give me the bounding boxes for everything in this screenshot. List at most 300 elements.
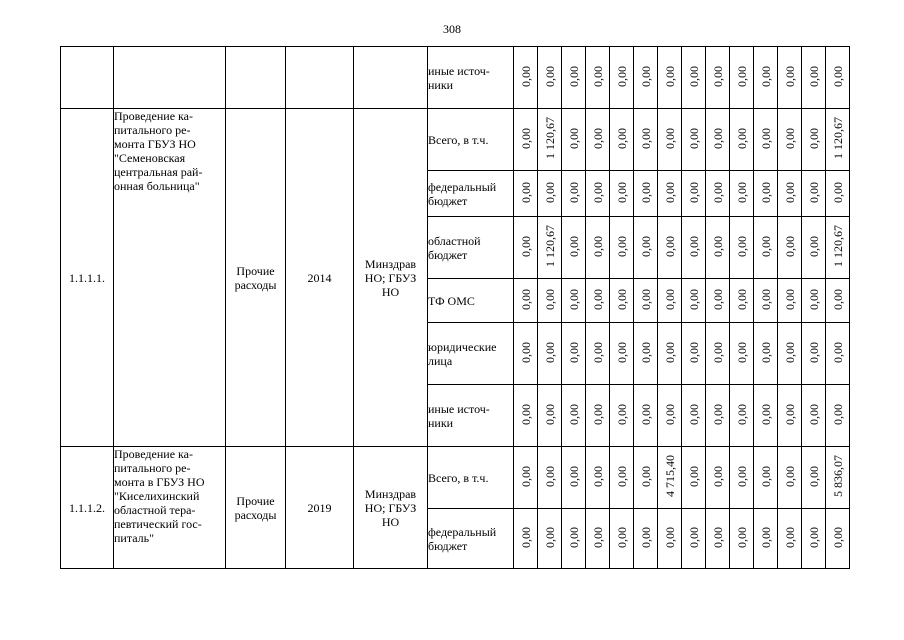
value-cell (538, 279, 562, 323)
value-cell (802, 279, 826, 323)
funding-source-label: ТФ ОМС (428, 293, 475, 308)
value-text: 0,00 (734, 65, 749, 87)
value-cell (754, 447, 778, 509)
value-text: 0,00 (758, 526, 773, 548)
expense-type-cell (226, 47, 286, 109)
value-cell (682, 279, 706, 323)
value-cell (634, 109, 658, 171)
value-cell (562, 323, 586, 385)
value-text: 0,00 (638, 181, 653, 203)
value-cell (706, 279, 730, 323)
value-text: 0,00 (590, 526, 605, 548)
value-text: 0,00 (518, 65, 533, 87)
value-cell (730, 47, 754, 109)
value-cell (730, 323, 754, 385)
value-cell (514, 171, 538, 217)
value-cell (610, 171, 634, 217)
value-text: 0,00 (614, 235, 629, 257)
value-text: 0,00 (566, 65, 581, 87)
value-cell (514, 323, 538, 385)
value-cell (610, 323, 634, 385)
expense-type-line: расходы (234, 277, 277, 292)
value-cell (706, 385, 730, 447)
value-text: 0,00 (758, 181, 773, 203)
funding-source-label: лица (428, 353, 453, 368)
value-cell (730, 217, 754, 279)
value-text: 1 120,67 (542, 117, 557, 159)
value-text: 0,00 (734, 341, 749, 363)
expense-type-line: Прочие (236, 493, 275, 508)
executor-cell (354, 47, 428, 109)
value-cell (634, 47, 658, 109)
value-text: 0,00 (566, 288, 581, 310)
value-text: 0,00 (710, 127, 725, 149)
funding-source-label: иные источ- (428, 63, 490, 78)
value-cell (730, 171, 754, 217)
item-name-line: Проведение ка- (114, 447, 194, 461)
value-cell (586, 171, 610, 217)
value-cell (754, 217, 778, 279)
value-text: 0,00 (542, 65, 557, 87)
value-text: 0,00 (638, 403, 653, 425)
value-text: 0,00 (662, 341, 677, 363)
funding-source-label: областной (428, 233, 481, 248)
value-cell (610, 279, 634, 323)
value-text: 0,00 (590, 288, 605, 310)
value-text: 0,00 (734, 526, 749, 548)
value-cell (802, 171, 826, 217)
value-text: 0,00 (662, 526, 677, 548)
value-cell (562, 171, 586, 217)
value-text: 0,00 (782, 288, 797, 310)
value-text: 0,00 (614, 288, 629, 310)
value-text: 0,00 (662, 127, 677, 149)
value-cell (706, 217, 730, 279)
value-cell (514, 447, 538, 509)
value-text: 0,00 (662, 235, 677, 257)
value-text: 0,00 (758, 403, 773, 425)
value-text: 0,00 (638, 127, 653, 149)
value-cell (610, 509, 634, 569)
value-cell (562, 109, 586, 171)
executor-line: Минздрав (364, 486, 417, 501)
item-name-line: питального ре- (114, 123, 191, 137)
value-cell (706, 47, 730, 109)
value-text: 0,00 (614, 403, 629, 425)
value-cell (610, 385, 634, 447)
value-cell (514, 279, 538, 323)
value-text: 5 836,07 (830, 455, 845, 497)
funding-source-label: Всего, в т.ч. (428, 132, 489, 147)
value-cell (826, 47, 850, 109)
number-cell (61, 47, 114, 109)
value-cell (682, 385, 706, 447)
value-cell (658, 217, 682, 279)
value-cell (754, 109, 778, 171)
value-cell (778, 47, 802, 109)
value-cell (586, 509, 610, 569)
value-cell (634, 323, 658, 385)
value-text: 0,00 (734, 127, 749, 149)
funding-source-label: бюджет (428, 247, 468, 262)
value-text: 0,00 (518, 235, 533, 257)
value-cell (562, 47, 586, 109)
value-cell (802, 385, 826, 447)
funding-source-cell (428, 109, 514, 171)
value-text: 0,00 (782, 403, 797, 425)
value-cell (682, 171, 706, 217)
value-text: 0,00 (542, 341, 557, 363)
value-text: 0,00 (806, 341, 821, 363)
value-text: 0,00 (614, 65, 629, 87)
value-text: 0,00 (590, 403, 605, 425)
value-cell (586, 279, 610, 323)
value-cell (586, 385, 610, 447)
value-text: 0,00 (806, 465, 821, 487)
value-cell (706, 323, 730, 385)
value-text: 0,00 (806, 65, 821, 87)
value-cell (586, 323, 610, 385)
table-row (61, 47, 850, 109)
value-text: 0,00 (686, 403, 701, 425)
value-text: 1 120,67 (830, 225, 845, 267)
value-cell (586, 217, 610, 279)
value-text: 0,00 (758, 127, 773, 149)
value-text: 0,00 (806, 127, 821, 149)
value-text: 0,00 (686, 341, 701, 363)
expense-type-line: Прочие (236, 263, 275, 278)
value-cell (802, 447, 826, 509)
value-text: 0,00 (830, 403, 845, 425)
value-cell (682, 109, 706, 171)
value-cell (730, 109, 754, 171)
value-text: 0,00 (806, 403, 821, 425)
executor-line: НО; ГБУЗ (364, 270, 417, 285)
value-text: 0,00 (782, 235, 797, 257)
value-cell (610, 447, 634, 509)
value-cell (706, 171, 730, 217)
year-cell (286, 47, 354, 109)
item-name-line: питаль" (114, 531, 155, 545)
value-text: 0,00 (686, 127, 701, 149)
value-cell (538, 109, 562, 171)
item-name (114, 447, 226, 569)
value-cell (802, 323, 826, 385)
value-cell (730, 447, 754, 509)
value-text: 0,00 (758, 465, 773, 487)
value-text: 0,00 (566, 341, 581, 363)
value-cell (754, 171, 778, 217)
value-cell (682, 47, 706, 109)
value-text: 0,00 (686, 181, 701, 203)
value-cell (706, 509, 730, 569)
value-text: 0,00 (566, 235, 581, 257)
value-text: 4 715,40 (662, 455, 677, 497)
value-text: 0,00 (518, 465, 533, 487)
value-text: 0,00 (566, 181, 581, 203)
value-text: 0,00 (686, 465, 701, 487)
value-text: 0,00 (590, 235, 605, 257)
value-cell (778, 109, 802, 171)
value-text: 0,00 (638, 65, 653, 87)
value-text: 0,00 (830, 288, 845, 310)
value-cell (706, 447, 730, 509)
funding-source-label: ники (428, 77, 454, 92)
funding-source-label: бюджет (428, 538, 468, 553)
value-cell (514, 217, 538, 279)
item-name-line: "Киселихинский (114, 489, 200, 503)
value-cell (634, 385, 658, 447)
value-cell (562, 385, 586, 447)
value-cell (826, 323, 850, 385)
table-row (61, 109, 850, 171)
value-text: 0,00 (662, 181, 677, 203)
item-name-line: "Семеновская (114, 151, 186, 165)
item-name-line: онная больница" (114, 179, 200, 193)
value-text: 0,00 (806, 181, 821, 203)
value-cell (538, 217, 562, 279)
funding-source-cell (428, 323, 514, 385)
item-name-line: монта ГБУЗ НО (114, 137, 196, 151)
value-cell (658, 385, 682, 447)
value-cell (586, 447, 610, 509)
value-text: 0,00 (542, 288, 557, 310)
value-text: 0,00 (614, 465, 629, 487)
name-cell (114, 47, 226, 109)
executor-line: НО (381, 514, 400, 529)
expense-type-line: расходы (234, 507, 277, 522)
value-cell (562, 279, 586, 323)
value-text: 0,00 (710, 341, 725, 363)
value-cell (538, 47, 562, 109)
value-cell (778, 217, 802, 279)
value-cell (634, 279, 658, 323)
value-text: 0,00 (662, 65, 677, 87)
value-text: 0,00 (686, 288, 701, 310)
value-text: 0,00 (542, 403, 557, 425)
value-cell (778, 171, 802, 217)
item-name-line: монта в ГБУЗ НО (114, 475, 205, 489)
value-text: 0,00 (638, 235, 653, 257)
value-text: 0,00 (662, 403, 677, 425)
value-text: 0,00 (734, 181, 749, 203)
value-text: 0,00 (758, 65, 773, 87)
value-cell (562, 447, 586, 509)
value-text: 0,00 (614, 127, 629, 149)
value-cell (538, 447, 562, 509)
value-cell (778, 279, 802, 323)
value-cell (682, 509, 706, 569)
value-text: 0,00 (518, 403, 533, 425)
value-text: 0,00 (638, 341, 653, 363)
value-text: 0,00 (566, 127, 581, 149)
value-text: 0,00 (662, 288, 677, 310)
value-text: 0,00 (590, 181, 605, 203)
value-cell (778, 509, 802, 569)
value-cell (802, 47, 826, 109)
value-text: 0,00 (566, 526, 581, 548)
value-cell (754, 47, 778, 109)
value-text: 0,00 (710, 235, 725, 257)
value-cell (610, 47, 634, 109)
funding-source-label: Всего, в т.ч. (428, 470, 489, 485)
value-text: 0,00 (686, 65, 701, 87)
value-text: 0,00 (830, 526, 845, 548)
item-name (114, 109, 226, 447)
value-text: 1 120,67 (542, 225, 557, 267)
value-text: 0,00 (542, 526, 557, 548)
value-text: 0,00 (830, 65, 845, 87)
value-cell (826, 279, 850, 323)
value-cell (562, 217, 586, 279)
value-text: 0,00 (542, 465, 557, 487)
value-cell (514, 109, 538, 171)
item-year: 2014 (286, 109, 354, 447)
value-text: 0,00 (614, 181, 629, 203)
value-text: 0,00 (710, 465, 725, 487)
value-cell (634, 447, 658, 509)
value-text: 0,00 (518, 181, 533, 203)
value-text: 0,00 (782, 526, 797, 548)
value-text: 0,00 (566, 465, 581, 487)
value-text: 0,00 (758, 288, 773, 310)
value-cell (682, 217, 706, 279)
value-text: 0,00 (758, 341, 773, 363)
item-executor (354, 109, 428, 447)
value-cell (682, 447, 706, 509)
value-text: 0,00 (590, 465, 605, 487)
value-cell (658, 323, 682, 385)
funding-source-cell (428, 509, 514, 569)
value-cell (802, 509, 826, 569)
item-name-line: певтический гос- (114, 517, 202, 531)
value-text: 0,00 (590, 127, 605, 149)
value-cell (634, 171, 658, 217)
value-cell (658, 171, 682, 217)
funding-source-label: бюджет (428, 193, 468, 208)
item-number: 1.1.1.1. (61, 109, 114, 447)
funding-source-cell (428, 279, 514, 323)
value-cell (538, 509, 562, 569)
value-text: 0,00 (518, 127, 533, 149)
value-text: 0,00 (638, 526, 653, 548)
value-cell (754, 279, 778, 323)
value-cell (562, 509, 586, 569)
value-text: 0,00 (734, 465, 749, 487)
value-text: 0,00 (734, 235, 749, 257)
expense-type (226, 447, 286, 569)
value-cell (682, 323, 706, 385)
value-cell (826, 447, 850, 509)
funding-source-label: федеральный (428, 179, 497, 194)
value-text: 0,00 (830, 341, 845, 363)
value-cell (610, 217, 634, 279)
value-text: 0,00 (806, 235, 821, 257)
funding-source-cell (428, 171, 514, 217)
value-text: 0,00 (614, 341, 629, 363)
value-cell (514, 47, 538, 109)
value-cell (754, 385, 778, 447)
value-text: 0,00 (518, 341, 533, 363)
value-text: 0,00 (806, 288, 821, 310)
value-cell (778, 385, 802, 447)
value-cell (754, 509, 778, 569)
value-text: 0,00 (782, 341, 797, 363)
item-year: 2019 (286, 447, 354, 569)
value-cell (826, 109, 850, 171)
executor-line: НО (381, 284, 400, 299)
value-text: 0,00 (734, 403, 749, 425)
value-text: 0,00 (734, 288, 749, 310)
value-text: 0,00 (686, 235, 701, 257)
funding-source-cell (428, 217, 514, 279)
funding-source-label: ники (428, 415, 454, 430)
budget-table (60, 46, 850, 569)
value-cell (826, 385, 850, 447)
item-executor (354, 447, 428, 569)
item-name-line: центральная рай- (114, 165, 203, 179)
value-text: 0,00 (782, 465, 797, 487)
value-text: 0,00 (758, 235, 773, 257)
value-cell (730, 509, 754, 569)
value-cell (658, 447, 682, 509)
value-cell (658, 279, 682, 323)
value-cell (538, 171, 562, 217)
item-name-line: питального ре- (114, 461, 191, 475)
funding-source-label: юридические (428, 339, 497, 354)
value-text: 0,00 (566, 403, 581, 425)
value-cell (586, 109, 610, 171)
value-text: 0,00 (830, 181, 845, 203)
value-cell (802, 109, 826, 171)
value-text: 0,00 (782, 127, 797, 149)
value-text: 0,00 (806, 526, 821, 548)
value-text: 0,00 (710, 526, 725, 548)
item-name-line: Проведение ка- (114, 109, 194, 123)
value-cell (826, 217, 850, 279)
table-row (61, 447, 850, 509)
expense-type (226, 109, 286, 447)
executor-line: Минздрав (364, 256, 417, 271)
funding-source-cell (428, 47, 514, 109)
page-number: 308 (443, 22, 461, 36)
value-cell (730, 385, 754, 447)
value-cell (754, 323, 778, 385)
executor-line: НО; ГБУЗ (364, 500, 417, 515)
value-text: 1 120,67 (830, 117, 845, 159)
value-cell (634, 509, 658, 569)
item-name-line: областной тера- (114, 503, 196, 517)
value-text: 0,00 (590, 341, 605, 363)
value-cell (538, 385, 562, 447)
value-cell (802, 217, 826, 279)
value-cell (826, 171, 850, 217)
value-cell (538, 323, 562, 385)
value-text: 0,00 (518, 288, 533, 310)
value-text: 0,00 (638, 288, 653, 310)
value-cell (778, 447, 802, 509)
value-text: 0,00 (782, 181, 797, 203)
item-number: 1.1.1.2. (61, 447, 114, 569)
value-text: 0,00 (638, 465, 653, 487)
value-cell (826, 509, 850, 569)
value-cell (706, 109, 730, 171)
value-text: 0,00 (710, 181, 725, 203)
funding-source-cell (428, 385, 514, 447)
value-cell (658, 47, 682, 109)
value-cell (778, 323, 802, 385)
value-cell (730, 279, 754, 323)
